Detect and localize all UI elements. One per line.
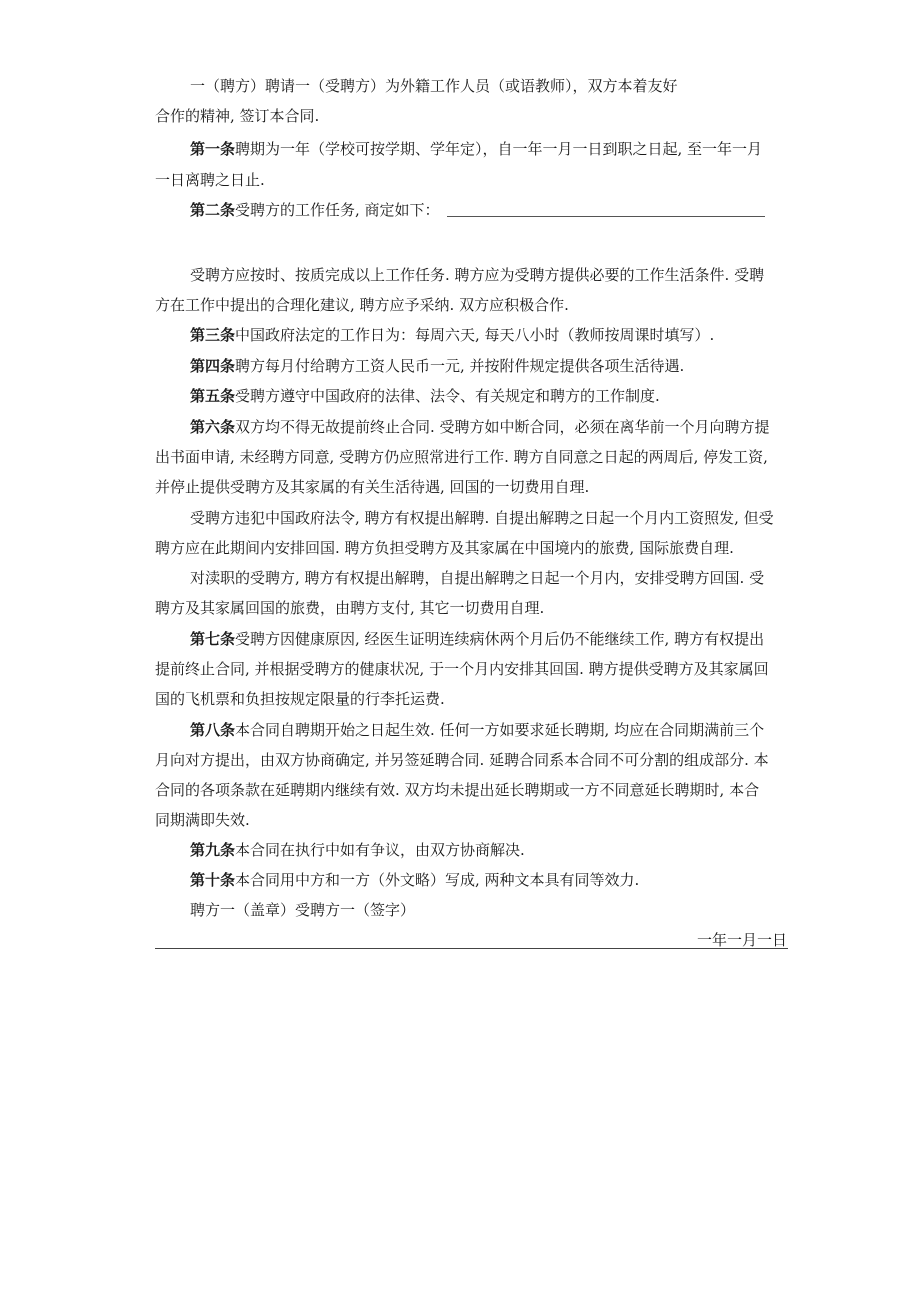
article-6-line-1	[190, 417, 790, 437]
article-4-text: 聘方每月付给聘方工资人民币一元, 并按附件规定提供各项生活待遇.	[235, 357, 685, 375]
article-9-line	[190, 840, 790, 860]
duties-line-1: 受聘方应按时、按质完成以上工作任务. 聘方应为受聘方提供必要的工作生活条件. 受聘	[190, 266, 765, 284]
article-6-label: 第六条	[190, 418, 236, 436]
neglect-line-2: 聘方及其家属回国的旅费，由聘方支付, 其它一切费用自理.	[155, 599, 545, 617]
article-8-label: 第八条	[190, 721, 236, 739]
article-2-text: 受聘方的工作任务, 商定如下：	[235, 201, 440, 219]
contract-date: 一年一月一日	[696, 931, 787, 949]
neglect-line-1: 对渎职的受聘方, 聘方有权提出解聘，自提出解聘之日起一个月内，安排受聘方回国. 受	[190, 569, 765, 587]
duties-line-2: 方在工作中提出的合理化建议, 聘方应予采纳. 双方应积极合作.	[155, 296, 569, 314]
article-8-line-1	[190, 720, 790, 740]
duties-fill-in-blank	[447, 216, 765, 217]
article-8-text: 本合同自聘期开始之日起生效. 任何一方如要求延长聘期, 均应在合同期满前三个	[235, 721, 765, 739]
article-1-line-1	[190, 139, 790, 159]
article-9-text: 本合同在执行中如有争议，由双方协商解决.	[235, 841, 525, 859]
article-10-label: 第十条	[190, 871, 236, 889]
preamble-line-2: 合作的精神, 签订本合同.	[155, 107, 320, 125]
article-10-line	[190, 870, 790, 890]
article-3-line	[190, 325, 790, 345]
article-3-label: 第三条	[190, 326, 236, 344]
preamble-line-1: 一（聘方）聘请一（受聘方）为外籍工作人员（或语教师），双方本着友好	[190, 77, 678, 95]
article-2-label: 第二条	[190, 201, 236, 219]
article-8-line-2: 月向对方提出，由双方协商确定, 并另签延聘合同. 延聘合同系本合同不可分割的组成部分. 本	[155, 751, 769, 769]
article-7-line-2: 提前终止合同, 并根据受聘方的健康状况, 于一个月内安排其回国. 聘方提供受聘方及其家属回	[155, 660, 769, 678]
article-4-line	[190, 356, 790, 376]
article-4-label: 第四条	[190, 357, 236, 375]
article-6-text: 双方均不得无故提前终止合同. 受聘方如中断合同，必须在离华前一个月向聘方提	[235, 418, 770, 436]
article-5-label: 第五条	[190, 387, 236, 405]
article-1-line-2: 一日离聘之日止.	[155, 171, 265, 189]
article-8-line-4: 同期满即失效.	[155, 811, 250, 829]
article-1-label: 第一条	[190, 140, 236, 158]
article-7-line-1	[190, 629, 790, 649]
article-8-line-3: 合同的各项条款在延聘期内继续有效. 双方均未提出延长聘期或一方不同意延长聘期时, 本合	[155, 781, 760, 799]
article-3-text: 中国政府法定的工作日为：每周六天, 每天八小时（教师按周课时填写）.	[235, 326, 715, 344]
article-1-text: 聘期为一年（学校可按学期、学年定），自一年一月一日到职之日起, 至一年一月	[235, 140, 763, 158]
article-7-text: 受聘方因健康原因, 经医生证明连续病休两个月后仍不能继续工作, 聘方有权提出	[235, 630, 765, 648]
footer-rule	[155, 948, 788, 949]
article-6-line-2: 出书面申请, 未经聘方同意, 受聘方仍应照常进行工作. 聘方自同意之日起的两周后, 停发工资,	[155, 448, 768, 466]
article-7-line-3: 国的飞机票和负担按规定限量的行李托运费.	[155, 690, 445, 708]
article-7-label: 第七条	[190, 630, 236, 648]
article-2-line	[190, 200, 790, 220]
article-5-line	[190, 386, 790, 406]
article-6-line-3: 并停止提供受聘方及其家属的有关生活待遇, 回国的一切费用自理.	[155, 478, 590, 496]
violation-line-1: 受聘方违犯中国政府法令, 聘方有权提出解聘. 自提出解聘之日起一个月内工资照发, 但受	[190, 509, 774, 527]
violation-line-2: 聘方应在此期间内安排回国. 聘方负担受聘方及其家属在中国境内的旅费, 国际旅费自理.	[155, 539, 734, 557]
article-9-label: 第九条	[190, 841, 236, 859]
signature-line: 聘方一（盖章）受聘方一（签字）	[190, 901, 416, 919]
article-5-text: 受聘方遵守中国政府的法律、法令、有关规定和聘方的工作制度.	[235, 387, 660, 405]
article-10-text: 本合同用中方和一方（外文略）写成, 两种文本具有同等效力.	[235, 871, 640, 889]
